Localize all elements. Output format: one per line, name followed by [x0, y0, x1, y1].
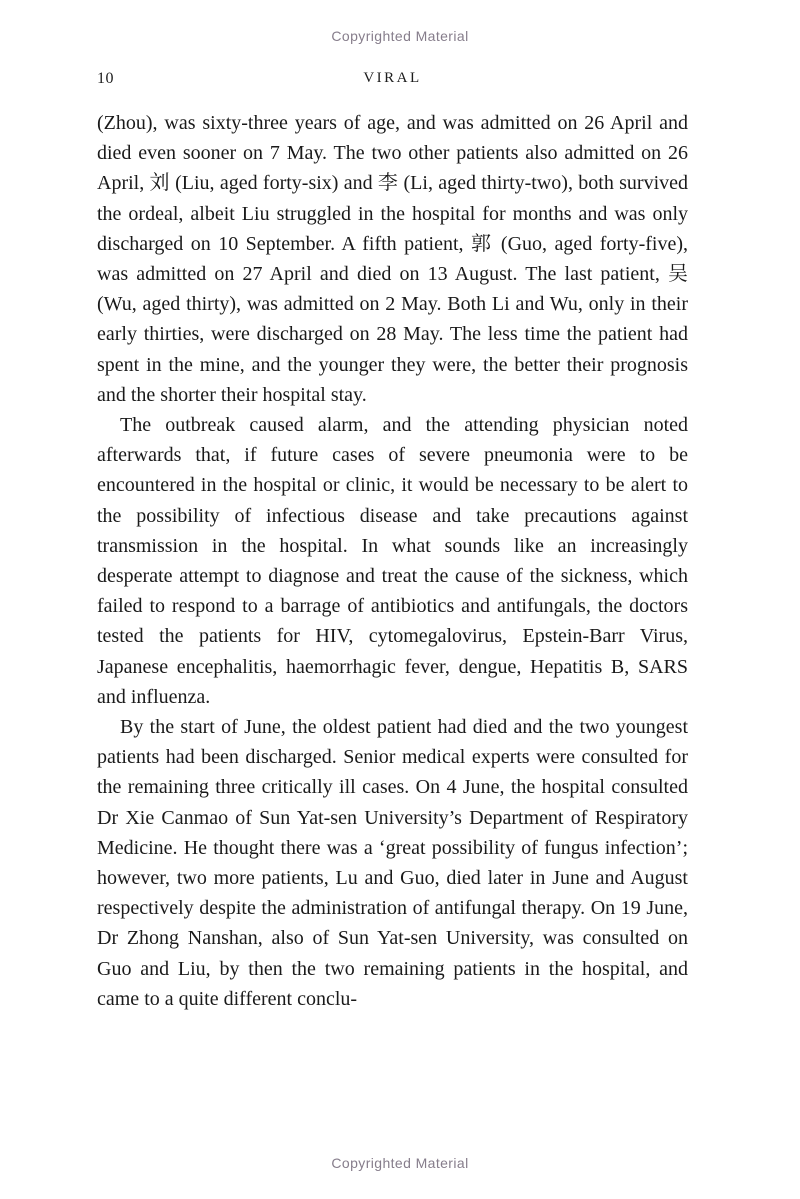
running-title: VIRAL [363, 70, 422, 86]
page-number: 10 [97, 70, 114, 87]
paragraph: (Zhou), was sixty-three years of age, and was admitted on 26 April and died even sooner on 7 May. The two other patients also admitted on 26 April, 刘 (Liu, aged forty-six) and 李 (Li, aged thirty-two), both survived the ordeal, albeit Liu struggled in the hospital for months and was only discharged on 10 September. A fifth patient, 郭 (Guo, aged forty-five), was admitted on 27 April and died on 13 August. The last patient, 吴 (Wu, aged thirty), was admitted on 2 May. Both Li and Wu, only in their early thirties, were discharged on 28 May. The less time the patient had spent in the mine, and the younger they were, the better their prognosis and the shorter their hospital stay. [97, 112, 688, 406]
copyright-notice-bottom: Copyrighted Material [331, 1155, 469, 1171]
copyright-notice-top: Copyrighted Material [331, 28, 469, 44]
paragraph: The outbreak caused alarm, and the attending physician noted afterwards that, if future cases of severe pneumonia were to be encountered in the hospital or clinic, it would be necessary to be alert to the possibility of infectious disease and take precautions against transmission in the hospital. In what sounds like an increasingly desperate attempt to diagnose and treat the cause of the sickness, which failed to respond to a barrage of antibiotics and antifungals, the doctors tested the patients for HIV, cytomegalovirus, Epstein-Barr Virus, Japanese encephalitis, haemorrhagic fever, dengue, Hepatitis B, SARS and influenza. [97, 414, 688, 708]
page-header [97, 70, 688, 90]
paragraph: By the start of June, the oldest patient had died and the two youngest patients had been discharged. Senior medical experts were consulted for the remaining three critically ill cases. On 4 June, the hospital consulted Dr Xie Canmao of Sun Yat-sen University’s Department of Respiratory Medicine. He thought there was a ‘great possibility of fungus infection’; however, two more patients, Lu and Guo, died later in June and August respectively despite the administration of antifungal therapy. On 19 June, Dr Zhong Nanshan, also of Sun Yat-sen University, was consulted on Guo and Liu, by then the two remaining patients in the hospital, and came to a quite different conclu- [97, 716, 688, 1010]
body-text [97, 108, 688, 1014]
